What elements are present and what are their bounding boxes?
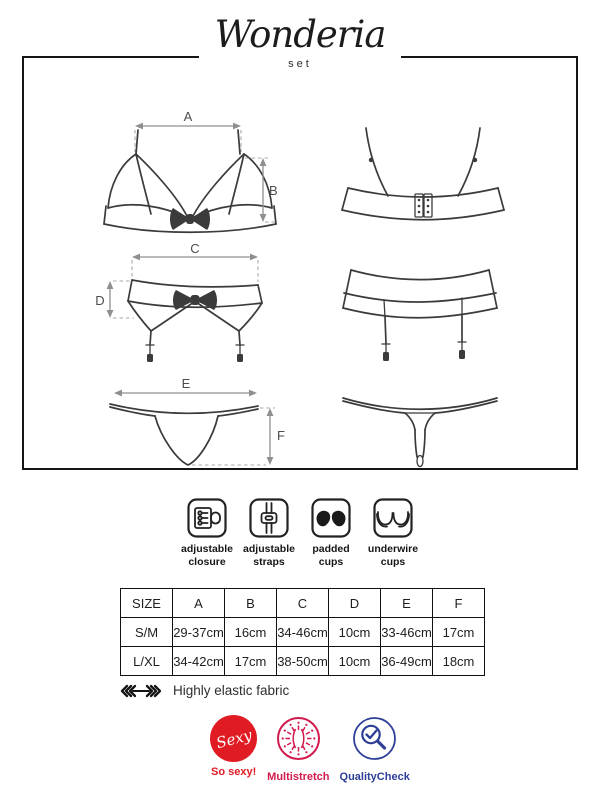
garter-belt-front-diagram [90, 241, 275, 369]
brand-subtitle: set [288, 57, 312, 70]
badge-label: QualityCheck [339, 771, 410, 783]
badge-multistretch [267, 715, 329, 783]
feature-adjustable-closure [177, 498, 237, 569]
size-cell: 33-46cm [381, 618, 433, 647]
stretch-arrows-icon [118, 684, 164, 698]
size-table [120, 588, 485, 676]
underwire-cups-icon [373, 498, 413, 538]
badge-list [10, 715, 600, 783]
padded-cups-icon [311, 498, 351, 538]
size-cell: 16cm [225, 618, 277, 647]
dimension-label-b: B [269, 183, 278, 198]
fabric-note [118, 683, 289, 698]
col-header-size: SIZE [121, 589, 173, 618]
adjustable-closure-icon [187, 498, 227, 538]
size-cell: 38-50cm [277, 647, 329, 676]
size-cell: S/M [121, 618, 173, 647]
dimension-label-d: D [95, 293, 105, 308]
dimension-label-c: C [190, 241, 200, 256]
brand-logo [0, 14, 600, 72]
bra-front-diagram [95, 98, 285, 238]
adjustable-straps-icon [249, 498, 289, 538]
col-header-d: D [329, 589, 381, 618]
size-cell: 10cm [329, 647, 381, 676]
multistretch-icon [275, 715, 322, 762]
col-header-a: A [173, 589, 225, 618]
size-cell: 36-49cm [381, 647, 433, 676]
garter-belt-back-diagram [338, 256, 503, 366]
feature-label: padded cups [312, 543, 350, 568]
feature-padded-cups [301, 498, 361, 569]
bra-back-diagram [338, 124, 508, 234]
panties-back-diagram [335, 382, 505, 472]
size-cell: 34-46cm [277, 618, 329, 647]
size-cell: 17cm [225, 647, 277, 676]
panties-front-diagram [98, 378, 293, 483]
col-header-e: E [381, 589, 433, 618]
dimension-label-e: E [181, 376, 191, 391]
badge-label: Multistretch [267, 771, 330, 783]
size-cell: 10cm [329, 618, 381, 647]
brand-name: Wonderia [214, 13, 386, 56]
badge-quality-check [340, 715, 410, 783]
size-table-header-row [121, 589, 485, 618]
feature-underwire-cups [363, 498, 423, 569]
dimension-label-f: F [277, 428, 285, 443]
col-header-c: C [277, 589, 329, 618]
fabric-note-label: Highly elastic fabric [173, 683, 290, 698]
dimension-label-a: A [183, 109, 193, 124]
size-row-lxl [121, 647, 485, 676]
feature-adjustable-straps [239, 498, 299, 569]
feature-label: adjustable closure [181, 543, 233, 568]
feature-list [0, 498, 600, 569]
size-cell: L/XL [121, 647, 173, 676]
size-cell: 29-37cm [173, 618, 225, 647]
col-header-f: F [433, 589, 485, 618]
size-row-sm [121, 618, 485, 647]
sexy-circle-text: Sexy [213, 725, 254, 752]
badge-label: So sexy! [211, 766, 257, 778]
col-header-b: B [225, 589, 277, 618]
feature-label: adjustable straps [243, 543, 295, 568]
size-cell: 17cm [433, 618, 485, 647]
size-cell: 34-42cm [173, 647, 225, 676]
brand-logo-inner [199, 14, 402, 70]
size-cell: 18cm [433, 647, 485, 676]
sexy-circle-icon [210, 715, 257, 762]
quality-check-icon [351, 715, 398, 762]
feature-label: underwire cups [367, 543, 419, 568]
badge-so-sexy [210, 715, 257, 778]
